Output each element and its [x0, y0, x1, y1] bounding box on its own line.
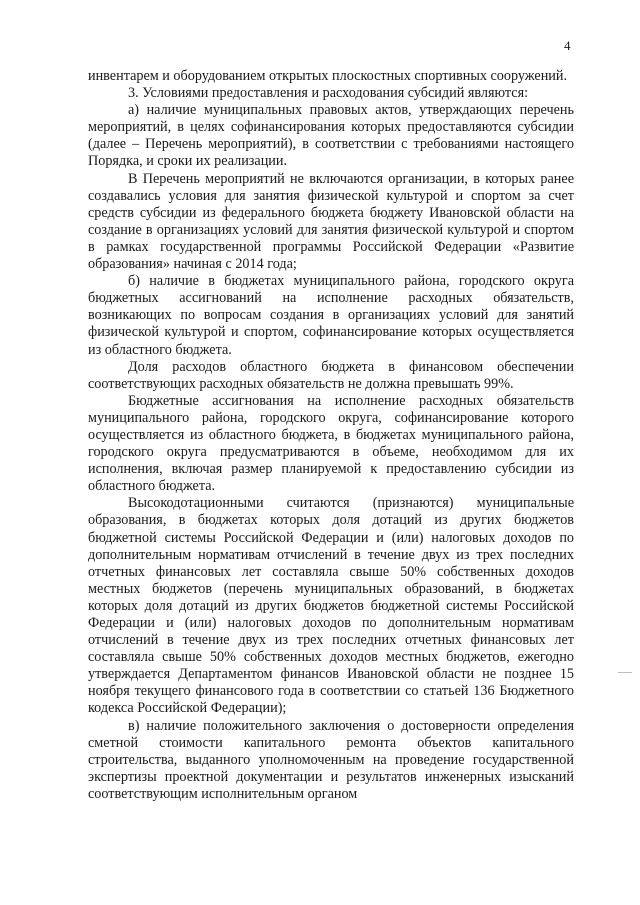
paragraph-condition-v: в) наличие положительного заключения о достоверности определения сметной стоимости капитального ремонта объектов капитального строительства, выданного уполномоченным на проведение государственной экспертизы проектной документации и результатов инженерных изысканий соответствующим исполнительным органом — [88, 717, 574, 802]
paragraph-budget-share: Доля расходов областного бюджета в финансовом обеспечении соответствующих расходных обязательств не должна превышать 99%. — [88, 358, 574, 392]
paragraph-condition-b: б) наличие в бюджетах муниципального района, городского округа бюджетных ассигнований на исполнение расходных обязательств, возникающих по вопросам создания в организациях условий для занятий физической культурой и спортом, софинансирование которых осуществляется из областного бюджета. — [88, 273, 574, 358]
page-number: 4 — [564, 38, 571, 53]
paragraph-budget-allocations: Бюджетные ассигнования на исполнение расходных обязательств муниципального района, городского округа, софинансирование которого осуществляется из областного бюджета, в бюджетах муниципального района, городского округа предусматриваются в объеме, необходимом для их исполнения, включая размер планируемой к предоставлению субсидии из областного бюджета. — [88, 392, 574, 495]
paragraph-high-subsidy-municipalities: Высокодотационными считаются (признаются) муниципальные образования, в бюджетах которых доля дотаций из других бюджетов бюджетной системы Российской Федерации и (или) налоговых доходов по дополнительным нормативам отчислений в течение двух из трех последних отчетных финансовых лет составляла свыше 50% собственных доходов местных бюджетов (перечень муниципальных образований, в бюджетах которых доля дотаций из других бюджетов бюджетной системы Российской Федерации и (или) налоговых доходов по дополнительным нормативам отчислений в течение двух из трех последних отчетных финансовых лет составляла свыше 50% собственных доходов местных бюджетов, ежегодно утверждается Департаментом финансов Ивановской области не позднее 15 ноября текущего финансового года в соответствии со статьей 136 Бюджетного кодекса Российской Федерации); — [88, 495, 574, 717]
paragraph-condition-a: а) наличие муниципальных правовых актов, утверждающих перечень мероприятий, в целях софинансирования которых предоставляются субсидии (далее – Перечень мероприятий), в соответствии с требованиями настоящего Порядка, и сроки их реализации. — [88, 102, 574, 170]
margin-mark — [618, 672, 632, 673]
paragraph-continuation: инвентарем и оборудованием открытых плоскостных спортивных сооружений. — [88, 68, 568, 84]
paragraph-section-3-heading: 3. Условиями предоставления и расходования субсидий являются: — [128, 85, 529, 102]
paragraph-exclusion-list: В Перечень мероприятий не включаются организации, в которых ранее создавались условия для занятия физической культурой и спортом за счет средств субсидии из федерального бюджета бюджету Ивановской области на создание в организациях условий для занятия физической культурой и спортом в рамках государственной программы Российской Федерации «Развитие образования» начиная с 2014 года; — [88, 170, 574, 273]
document-body — [88, 68, 574, 803]
